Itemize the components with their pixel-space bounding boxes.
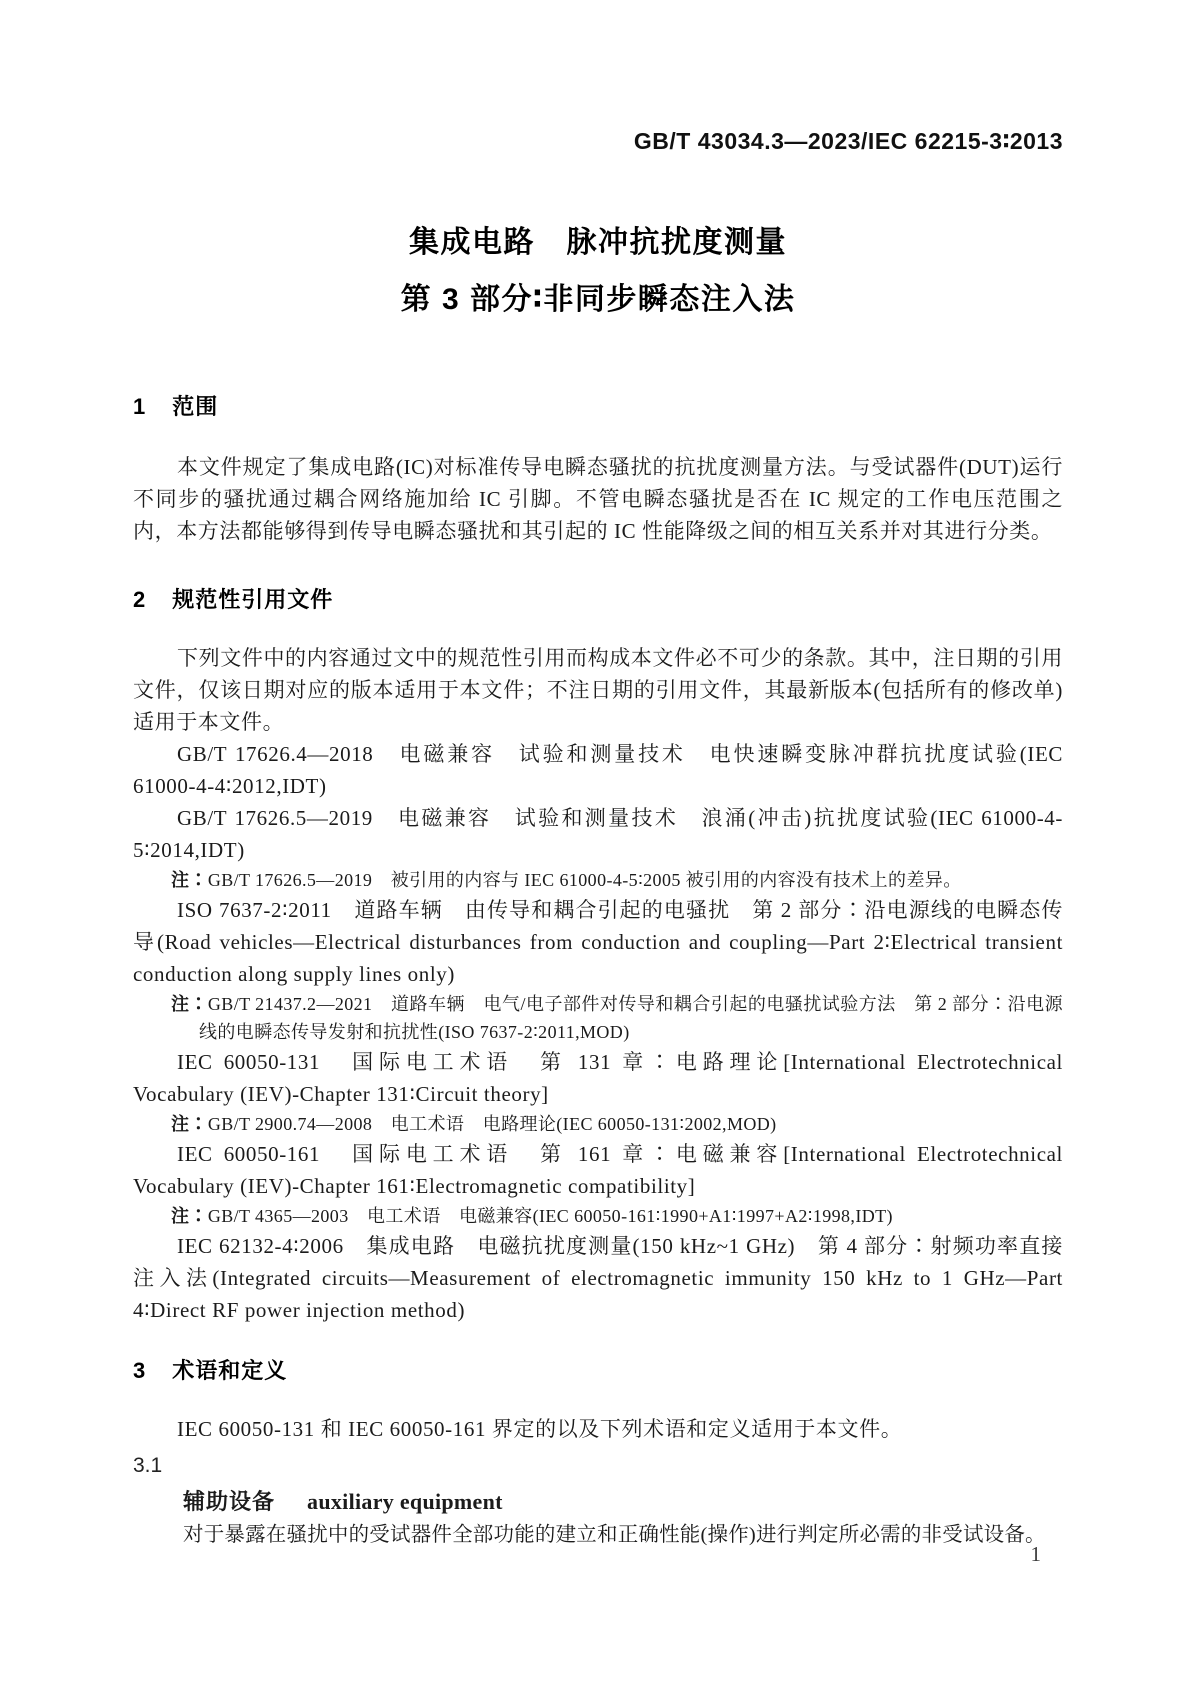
note-label: 注∶: [171, 1206, 208, 1226]
reference-item: ISO 7637-2∶2011 道路车辆 由传导和耦合引起的电骚扰 第 2 部分∶沿电源线的电瞬态传导(Road vehicles—Electrical disturbances from conduction and coupling—Part 2∶Electrical transient conduction along supply lines only): [133, 898, 1063, 986]
term-name-en: auxiliary equipment: [307, 1489, 503, 1514]
standard-number-header: GB/T 43034.3—2023/IEC 62215-3∶2013: [633, 128, 1063, 154]
note-label: 注∶: [171, 870, 208, 890]
document-title: [133, 217, 1063, 318]
reference-item: GB/T 17626.4—2018 电磁兼容 试验和测量技术 电快速瞬变脉冲群抗扰度试验(IEC 61000-4-4∶2012,IDT): [133, 742, 1063, 798]
normative-references-intro: 下列文件中的内容通过文中的规范性引用而构成本文件必不可少的条款。其中，注日期的引用文件，仅该日期对应的版本适用于本文件；不注日期的引用文件，其最新版本(包括所有的修改单)适用于本文件。: [133, 646, 1063, 734]
title-line-2: 第 3 部分∶非同步瞬态注入法: [400, 283, 796, 316]
section-3-number: 3: [133, 1358, 147, 1383]
section-2-title: 规范性引用文件: [172, 587, 334, 612]
term-definition: 对于暴露在骚扰中的受试器件全部功能的建立和正确性能(操作)进行判定所必需的非受试设备。: [183, 1524, 1046, 1546]
scope-paragraph: 本文件规定了集成电路(IC)对标准传导电瞬态骚扰的抗扰度测量方法。与受试器件(DUT)运行不同步的骚扰通过耦合网络施加给 IC 引脚。不管电瞬态骚扰是否在 IC 规定的工作电压范围之内，本方法都能够得到传导电瞬态骚扰和其引起的 IC 性能降级之间的相互关系并对其进行分类。: [133, 455, 1063, 543]
page-number: 1: [1030, 1542, 1041, 1566]
section-3-heading: [133, 1354, 1063, 1385]
section-1-number: 1: [133, 394, 147, 419]
note-text: GB/T 17626.5—2019 被引用的内容与 IEC 61000-4-5∶2005 被引用的内容没有技术上的差异。: [207, 870, 962, 890]
note-text: GB/T 2900.74—2008 电工术语 电路理论(IEC 60050-131∶2002,MOD): [207, 1114, 777, 1134]
reference-item: IEC 60050-161 国际电工术语 第 161 章∶电磁兼容[International Electrotechnical Vocabulary (IEV)-Chapter 161∶Electromagnetic compatibility]: [133, 1142, 1063, 1198]
term-name: [133, 1485, 1063, 1516]
note-item: [133, 1110, 1063, 1138]
section-3-title: 术语和定义: [172, 1358, 288, 1383]
section-2-heading: [133, 583, 1063, 614]
references-list: [133, 738, 1063, 1326]
section-1-title: 范围: [172, 394, 219, 419]
note-item: [133, 1202, 1063, 1230]
note-text: GB/T 4365—2003 电工术语 电磁兼容(IEC 60050-161∶1990+A1∶1997+A2∶1998,IDT): [207, 1206, 893, 1226]
note-label: 注∶: [171, 994, 208, 1014]
note-label: 注∶: [171, 1114, 208, 1134]
section-2-number: 2: [133, 587, 147, 612]
term-name-zh: 辅助设备: [183, 1489, 276, 1514]
note-item: [133, 866, 1063, 894]
reference-item: IEC 62132-4∶2006 集成电路 电磁抗扰度测量(150 kHz~1 GHz) 第 4 部分∶射频功率直接注入法(Integrated circuits—Measurement of electromagnetic immunity 150 kHz to 1 GHz—Part 4∶Direct RF power injection method): [133, 1234, 1063, 1322]
reference-item: GB/T 17626.5—2019 电磁兼容 试验和测量技术 浪涌(冲击)抗扰度试验(IEC 61000-4-5∶2014,IDT): [133, 806, 1063, 862]
note-item: [133, 990, 1063, 1046]
terms-intro: IEC 60050-131 和 IEC 60050-161 界定的以及下列术语和定义适用于本文件。: [177, 1417, 903, 1441]
note-text: GB/T 21437.2—2021 道路车辆 电气/电子部件对传导和耦合引起的电骚扰试验方法 第 2 部分∶沿电源线的电瞬态传导发射和抗扰性(ISO 7637-2∶2011,MOD): [199, 994, 1063, 1042]
section-1-heading: [133, 390, 1063, 421]
title-line-1: 集成电路 脉冲抗扰度测量: [409, 226, 787, 259]
reference-item: IEC 60050-131 国际电工术语 第 131 章∶电路理论[International Electrotechnical Vocabulary (IEV)-Chapter 131∶Circuit theory]: [133, 1050, 1063, 1106]
term-number: 3.1: [133, 1454, 163, 1477]
